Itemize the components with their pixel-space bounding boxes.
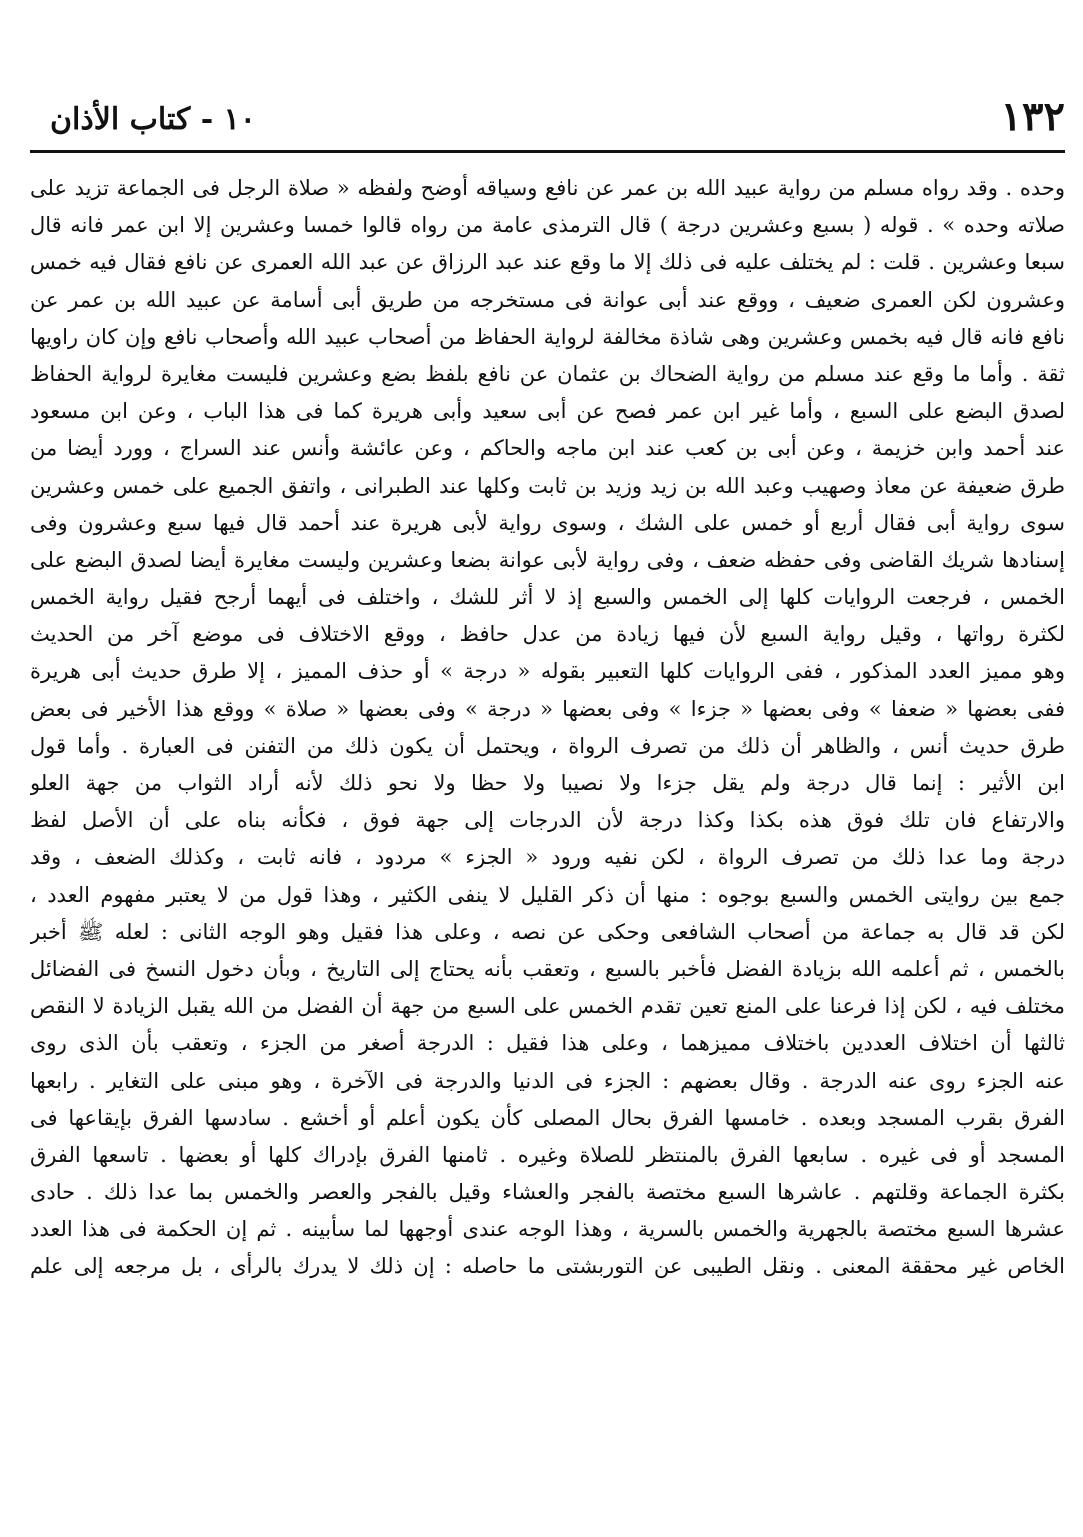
text-line: نافع فانه قال فيه بخمس وعشرين وهى شاذة مخالفة لرواية الحفاظ من أصحاب عبيد الله وأصحاب نافع وإن كان راويها bbox=[30, 324, 1065, 349]
body-text bbox=[30, 170, 1065, 1286]
text-line: بكثرة الجماعة وقلتهم . عاشرها السبع مختصة بالفجر والعشاء وقيل بالفجر والعصر والخمس بما عدا ذلك . حادى bbox=[30, 1180, 1065, 1205]
text-line: مختلف فيه ، لكن إذا فرعنا على المنع تعين تقدم الخمس على السبع من جهة أن الفضل من الله يقبل الزيادة لا النقص bbox=[30, 994, 1065, 1019]
text-line: جمع بين روايتى الخمس والسبع بوجوه : منها أن ذكر القليل لا ينفى الكثير ، وهذا قول من لا يعتبر مفهوم العدد ، bbox=[30, 882, 1065, 907]
text-line: طرق حديث أنس ، والظاهر أن ذلك من تصرف الرواة ، ويحتمل أن يكون ذلك من التفنن فى العبارة . وأما قول bbox=[30, 733, 1065, 758]
text-line: ففى بعضها « ضعفا » وفى بعضها « جزءا » وفى بعضها « درجة » وفى بعضها « صلاة » ووقع هذا الأخير فى بعض bbox=[30, 696, 1065, 721]
text-line: وعشرون لكن العمرى ضعيف ، ووقع عند أبى عوانة فى مستخرجه من طريق أبى أسامة عن عبيد الله بن عمر عن bbox=[30, 287, 1065, 312]
text-line: الخاص غير محققة المعنى . ونقل الطيبى عن التوربشتى ما حاصله : إن ذلك لا يدرك بالرأى ، بل مرجعه إلى علم bbox=[30, 1254, 1065, 1279]
text-line: درجة وما عدا ذلك من تصرف الرواة ، لكن نفيه ورود « الجزء » مردود ، فانه ثابت ، وكذلك الضعف ، وقد bbox=[30, 845, 1065, 870]
text-line: ثالثها أن اختلاف العددين باختلاف مميزهما ، وعلى هذا فقيل : الدرجة أصغر من الجزء ، وتعقب بأن الذى روى bbox=[30, 1031, 1065, 1056]
text-line: عشرها السبع مختصة بالجهرية والخمس بالسرية ، وهذا الوجه عندى أوجهها لما سأبينه . ثم إن الحكمة فى هذا العدد bbox=[30, 1217, 1065, 1242]
text-line: طرق ضعيفة عن معاذ وصهيب وعبد الله بن زيد وزيد بن ثابت وكلها عند الطبرانى ، واتفق الجميع على خمس وعشرين bbox=[30, 473, 1065, 498]
text-line: عنه الجزء روى عنه الدرجة . وقال بعضهم : الجزء فى الدنيا والدرجة فى الآخرة ، وهو مبنى على التغاير . رابعها bbox=[30, 1068, 1065, 1093]
text-line: ابن الأثير : إنما قال درجة ولم يقل جزءا ولا نصيبا ولا حظا ولا نحو ذلك لأنه أراد الثواب من جهة العلو bbox=[30, 771, 1065, 795]
text-line: سوى رواية أبى فقال أربع أو خمس على الشك ، وسوى رواية لأبى هريرة عند أحمد قال فيها سبع وعشرون وفى bbox=[30, 510, 1065, 535]
book-page bbox=[30, 90, 1065, 1510]
text-line: لكن قد قال به جماعة من أصحاب الشافعى وحكى عن نصه ، وعلى هذا فقيل وهو الوجه الثانى : لعله ﷺ أخبر bbox=[30, 919, 1065, 944]
text-line: سبعا وعشرين . قلت : لم يختلف عليه فى ذلك إلا ما وقع عند عبد الرزاق عن عبد الله العمرى عن نافع فقال فيه خمس bbox=[30, 250, 1065, 275]
text-line: المسجد أو فى غيره . سابعها الفرق بالمنتظر للصلاة وغيره . ثامنها الفرق بإدراك كلها أو بعضها . تاسعها الفرق bbox=[30, 1142, 1065, 1167]
text-line: صلاته وحده » . قوله ( بسبع وعشرين درجة ) قال الترمذى عامة من رواه قالوا خمسا وعشرين إلا ابن عمر فانه قال bbox=[30, 213, 1065, 238]
text-line: إسنادها شريك القاضى وفى حفظه ضعف ، وفى رواية لأبى عوانة بضعا وعشرين وليست مغايرة أيضا لصدق البضع على bbox=[30, 547, 1065, 572]
text-line: بالخمس ، ثم أعلمه الله بزيادة الفضل فأخبر بالسبع ، وتعقب بأنه يحتاج إلى التاريخ ، وبأن دخول النسخ فى الفضائل bbox=[30, 956, 1065, 981]
header-rule bbox=[30, 150, 1065, 153]
text-line: الفرق بقرب المسجد وبعده . خامسها الفرق بحال المصلى كأن يكون أعلم أو أخشع . سادسها الفرق بإيقاعها فى bbox=[30, 1105, 1065, 1130]
text-line: لكثرة رواتها ، وقيل رواية السبع لأن فيها زيادة من عدل حافظ ، ووقع الاختلاف فى موضع آخر من الحديث bbox=[30, 622, 1065, 647]
text-line: والارتفاع فان تلك فوق هذه بكذا وكذا درجة لأن الدرجات إلى جهة فوق ، فكأنه بناه على أن الأصل لفظ bbox=[30, 808, 1065, 833]
text-line: عند أحمد وابن خزيمة ، وعن أبى بن كعب عند ابن ماجه والحاكم ، وعن عائشة وأنس عند السراج ، وورد أيضا من bbox=[30, 436, 1065, 461]
page-number: ١٣٢ bbox=[1000, 93, 1065, 140]
chapter-title: ١٠ - كتاب الأذان bbox=[50, 102, 256, 137]
text-line: لصدق البضع على السبع ، وأما غير ابن عمر فصح عن أبى سعيد وأبى هريرة كما فى هذا الباب ، وعن ابن مسعود bbox=[30, 399, 1065, 424]
text-line: وحده . وقد رواه مسلم من رواية عبيد الله بن عمر عن نافع وسياقه أوضح ولفظه « صلاة الرجل فى الجماعة تزيد على bbox=[30, 176, 1065, 200]
page-header bbox=[30, 90, 1065, 148]
text-line: وهو مميز العدد المذكور ، ففى الروايات كلها التعبير بقوله « درجة » أو حذف المميز ، إلا طرق حديث أبى هريرة bbox=[30, 659, 1065, 684]
text-line: ثقة . وأما ما وقع عند مسلم من رواية الضحاك بن عثمان عن نافع بلفظ بضع وعشرين فليست مغايرة لرواية الحفاظ bbox=[30, 361, 1065, 386]
text-line: الخمس ، فرجعت الروايات كلها إلى الخمس والسبع إذ لا أثر للشك ، واختلف فى أيهما أرجح فقيل رواية الخمس bbox=[30, 585, 1065, 610]
